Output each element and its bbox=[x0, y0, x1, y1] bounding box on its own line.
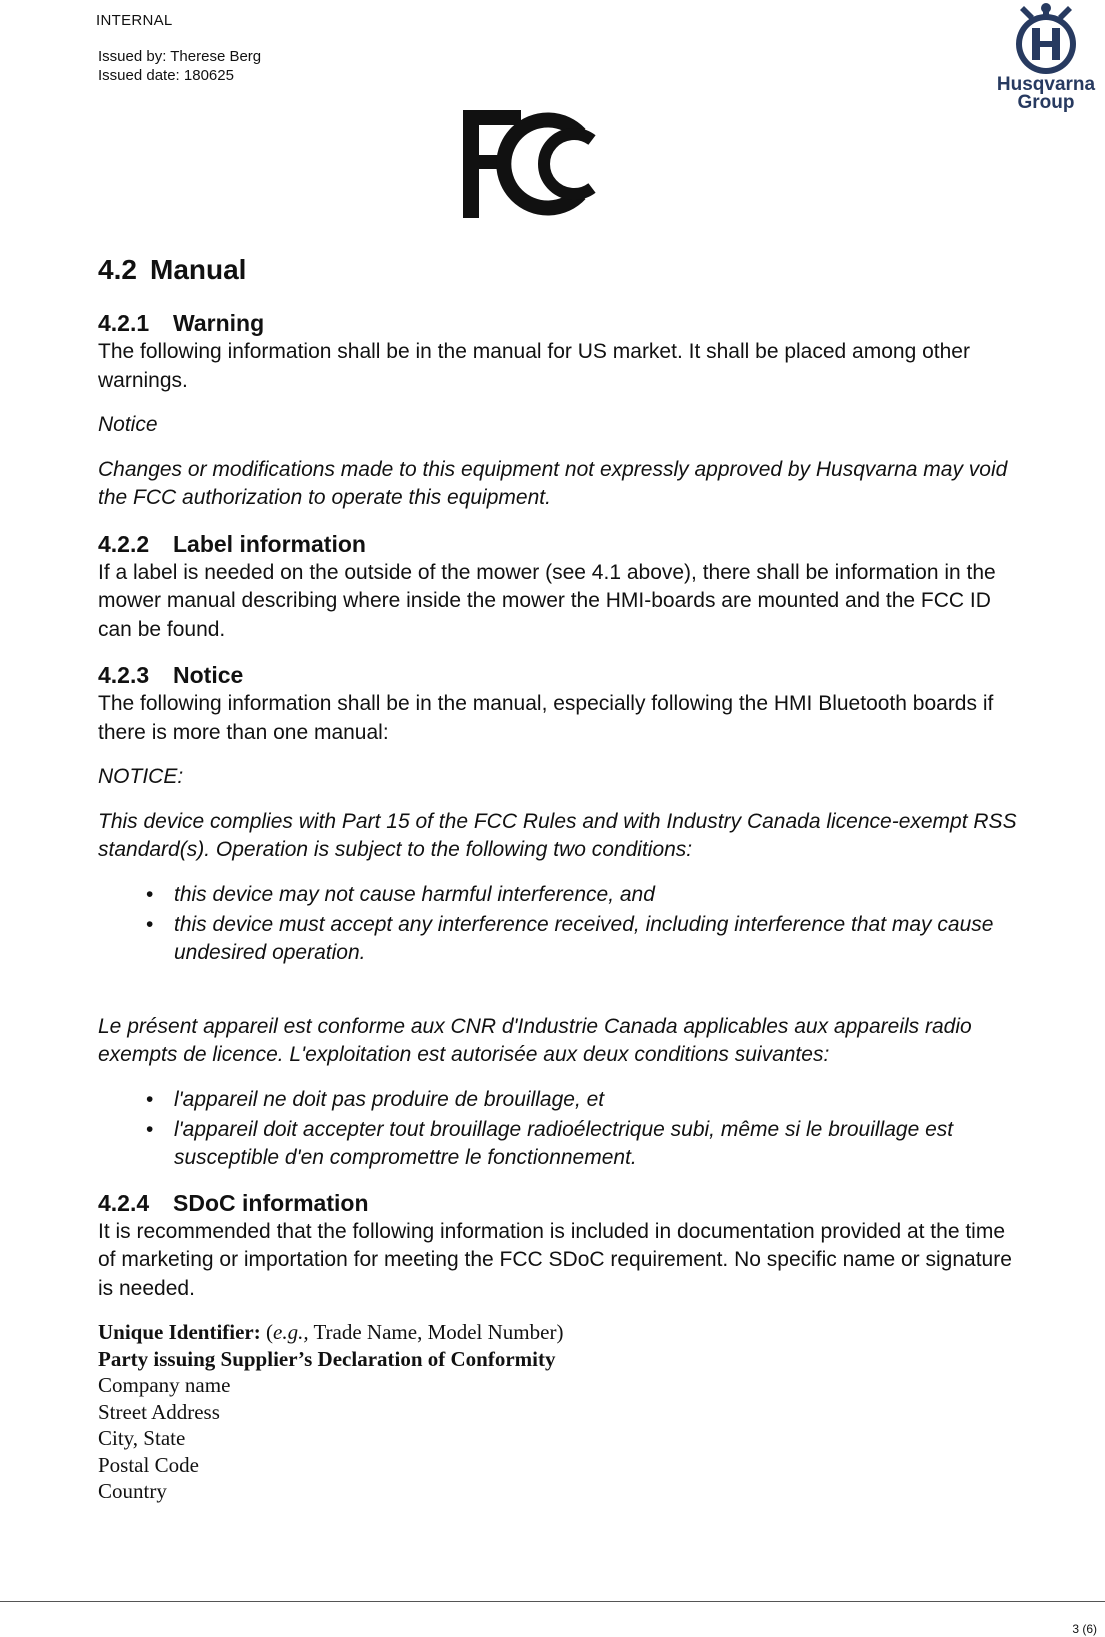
sdoc-text: It is recommended that the following information is included in documentation provided at the time of marketing or importation for meeting the FCC SDoC requirement. No specific name or signature is needed. bbox=[98, 1219, 1012, 1300]
list-item: • this device must accept any interference received, including interference that may cause undesired operation. bbox=[98, 911, 1028, 967]
notice-en-text: This device complies with Part 15 of the FCC Rules and with Industry Canada licence-exempt RSS standard(s). Operation is subject to the following two conditions: bbox=[98, 809, 1017, 861]
husqvarna-logo bbox=[994, 0, 1098, 120]
issued-by: Issued by: Therese Berg bbox=[98, 48, 262, 65]
fcc-logo bbox=[460, 100, 614, 220]
brand-name-line2: Group bbox=[1017, 92, 1075, 113]
husqvarna-crown-icon bbox=[994, 0, 1098, 115]
issued-date: Issued date: 180625 bbox=[98, 67, 234, 84]
warning-intro: The following information shall be in the manual for US market. It shall be placed among other warnings. bbox=[98, 340, 970, 392]
country: Country bbox=[98, 1479, 167, 1503]
notice-heading: 4.2.3 Notice bbox=[98, 662, 244, 688]
postal-code: Postal Code bbox=[98, 1452, 199, 1477]
city-state: City, State bbox=[98, 1426, 186, 1450]
unique-identifier: Unique Identifier: (e.g., Trade Name, Model Number) bbox=[98, 1320, 564, 1344]
notice-label: Notice bbox=[98, 413, 158, 436]
sdoc-template bbox=[98, 1319, 1028, 1505]
sdoc-heading: 4.2.4 SDoC information bbox=[98, 1189, 369, 1216]
list-item: • l'appareil ne doit pas produire de brouillage, et bbox=[98, 1086, 1028, 1114]
notice-en-list bbox=[98, 881, 1028, 967]
brand-name-line1: Husqvarna bbox=[996, 74, 1096, 95]
notice-fr-text: Le présent appareil est conforme aux CNR d'Industrie Canada applicables aux appareils radio exempts de licence. L'exploitation est autorisée aux deux conditions suivantes: bbox=[98, 1014, 972, 1066]
classification-label: INTERNAL bbox=[96, 12, 173, 29]
issue-info bbox=[98, 47, 261, 85]
fcc-logo-icon bbox=[460, 100, 614, 220]
notice-intro: The following information shall be in the manual, especially following the HMI Bluetooth boards if there is more than one manual: bbox=[98, 692, 994, 744]
street-address: Street Address bbox=[98, 1399, 220, 1424]
list-item: • l'appareil doit accepter tout brouillage radioélectrique subi, même si le brouillage est susceptible d'en compromettre le fonctionnement. bbox=[98, 1116, 1028, 1172]
list-item: • this device may not cause harmful interference, and bbox=[98, 881, 1028, 909]
footer-divider bbox=[0, 1601, 1105, 1602]
document-body bbox=[98, 254, 1028, 1505]
company-name: Company name bbox=[98, 1373, 231, 1397]
section-heading: 4.2 Manual bbox=[98, 254, 247, 285]
label-info-text: If a label is needed on the outside of the mower (see 4.1 above), there shall be information in the mower manual describing where inside the mower the HMI-boards are mounted and the FCC ID can be found. bbox=[98, 560, 996, 641]
party-issuing: Party issuing Supplier’s Declaration of Conformity bbox=[98, 1346, 556, 1371]
label-info-heading: 4.2.2 Label information bbox=[98, 530, 366, 557]
notice-fr-list bbox=[98, 1086, 1028, 1172]
warning-heading: 4.2.1 Warning bbox=[98, 310, 265, 336]
notice-text: Changes or modifications made to this equipment not expressly approved by Husqvarna may void the FCC authorization to operate this equipment. bbox=[98, 457, 1008, 509]
notice-caps-label: NOTICE: bbox=[98, 765, 184, 788]
page-number: 3 (6) bbox=[1072, 1622, 1097, 1636]
